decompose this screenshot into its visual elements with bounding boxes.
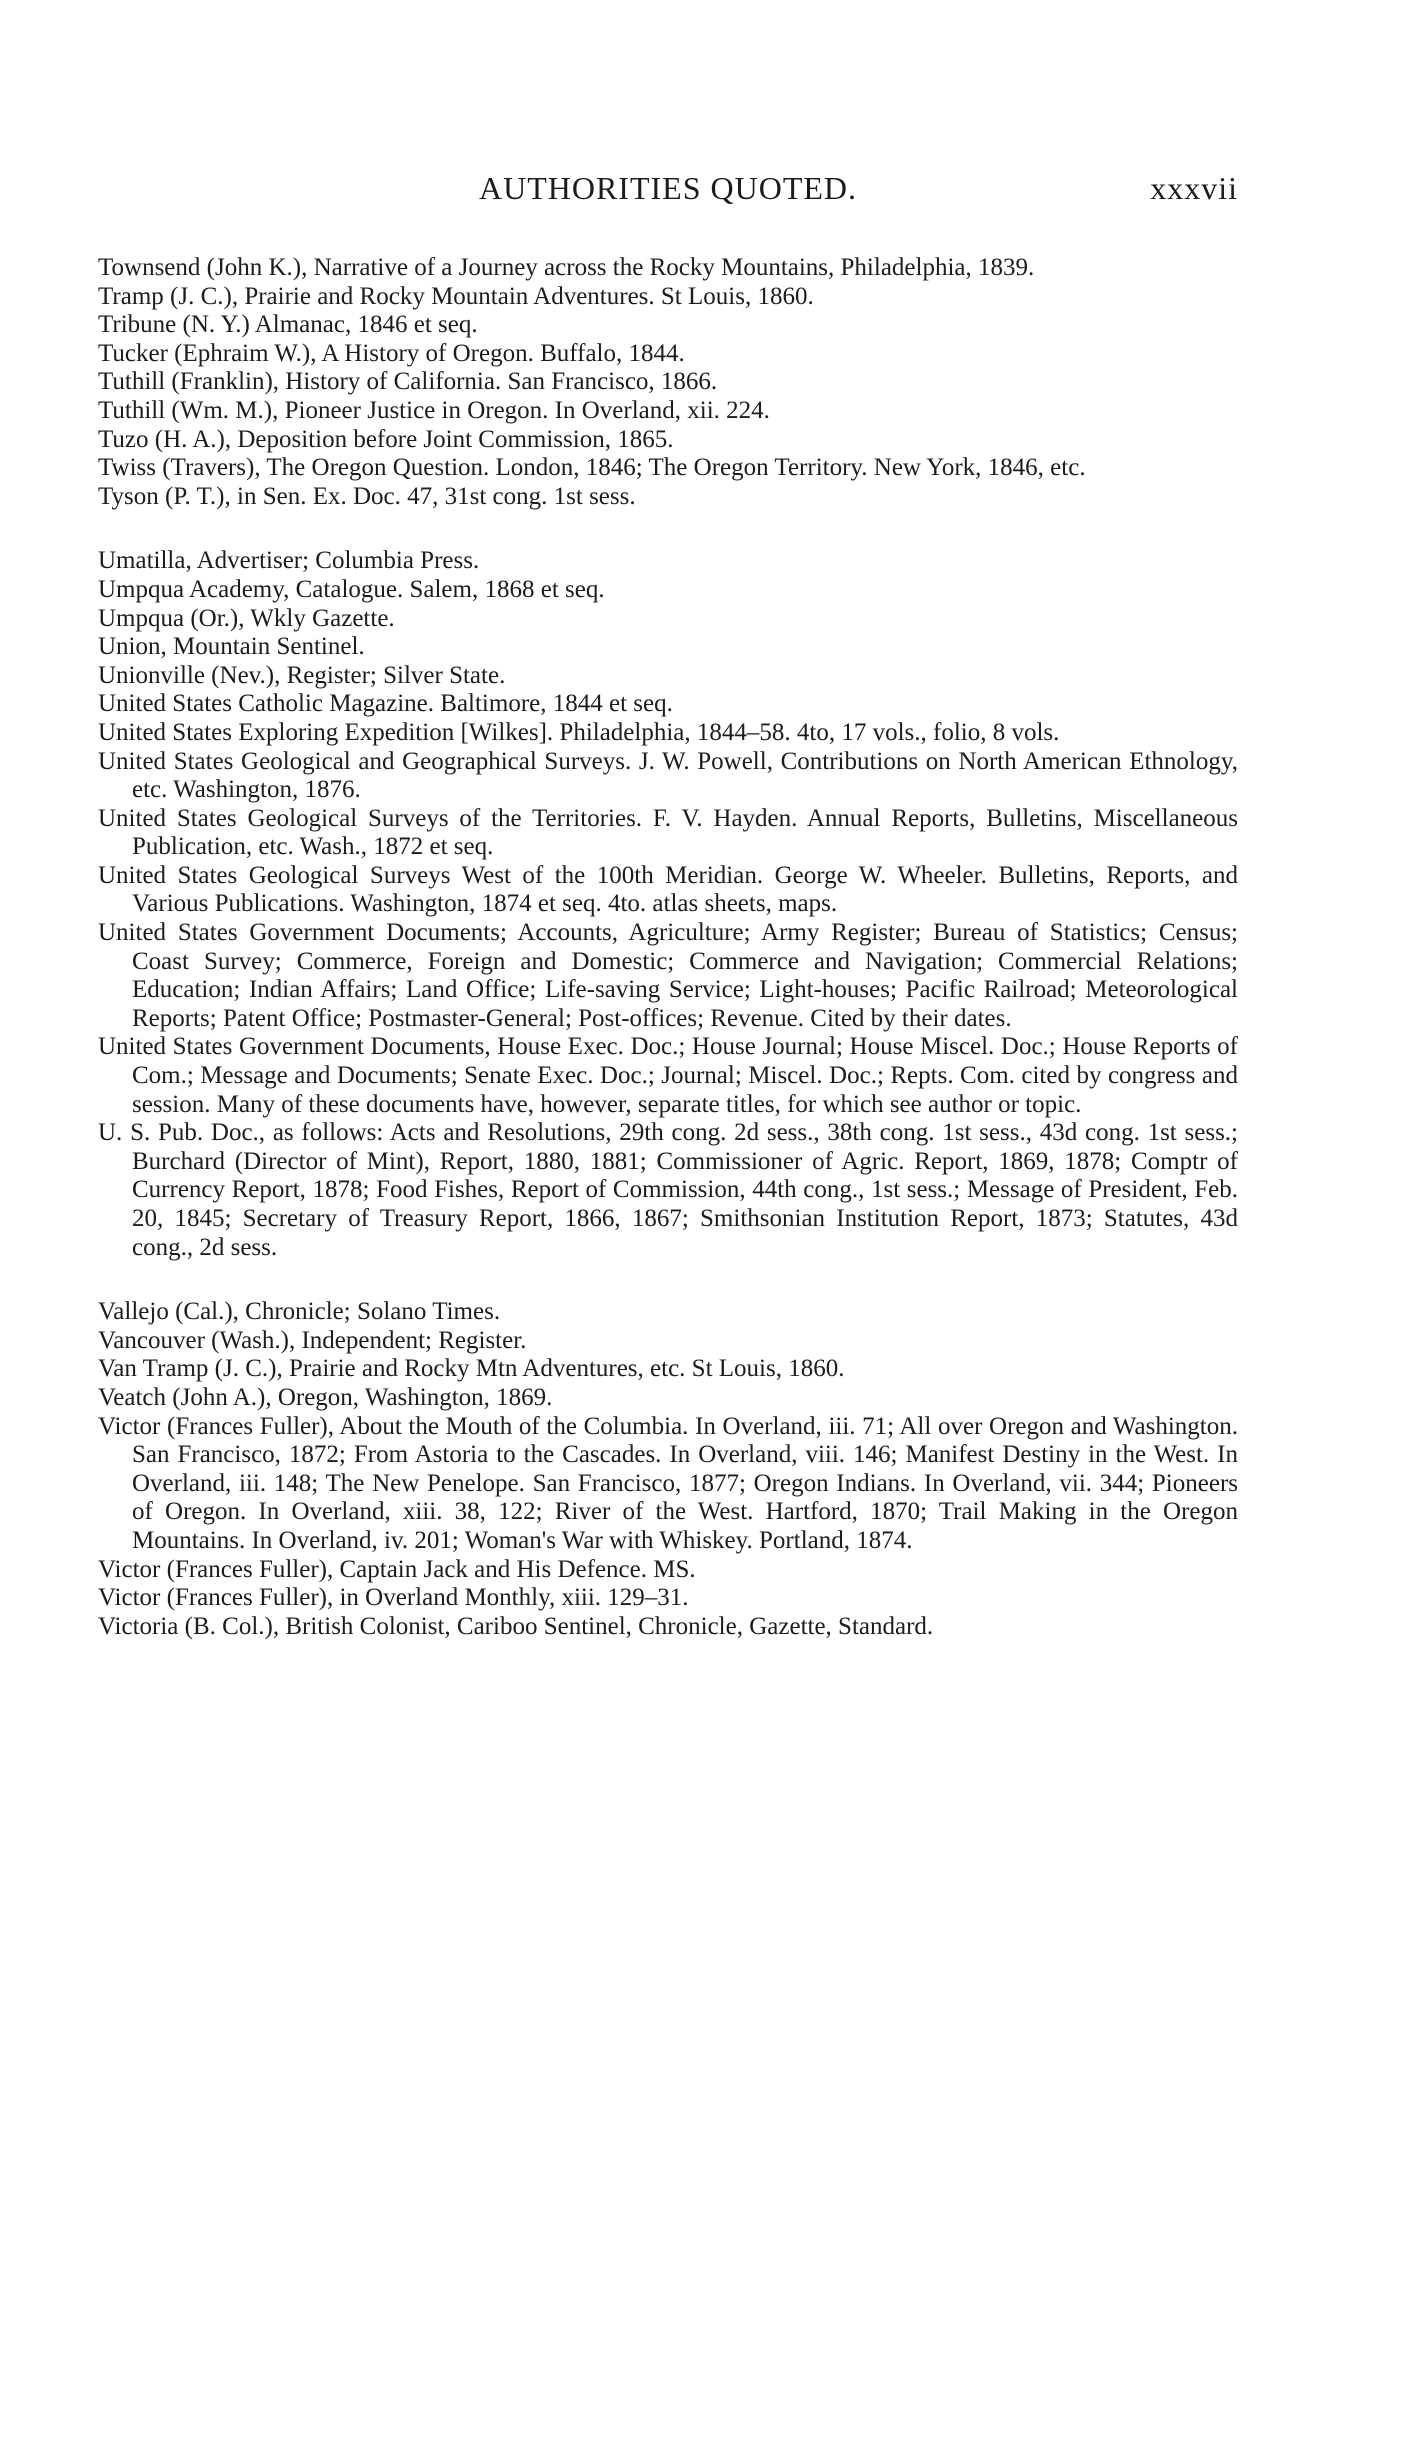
entry-umatilla: Umatilla, Advertiser; Columbia Press. bbox=[98, 547, 480, 575]
entry-us-geo-geographical-surveys: United States Geological and Geographical Surveys. J. W. Powell, Contributions on North American Ethnology, etc. Washington, 1876. bbox=[98, 747, 1238, 804]
entry-victoria: Victoria (B. Col.), British Colonist, Cariboo Sentinel, Chronicle, Gazette, Standard. bbox=[98, 1612, 934, 1640]
section-t bbox=[98, 254, 1238, 511]
entry-victor-captain-jack: Victor (Frances Fuller), Captain Jack and His Defence. MS. bbox=[98, 1555, 696, 1583]
bibliography-list bbox=[98, 254, 1238, 1641]
entry-vancouver: Vancouver (Wash.), Independent; Register. bbox=[98, 1326, 527, 1354]
entry-tuthill-wm: Tuthill (Wm. M.), Pioneer Justice in Oregon. In Overland, xii. 224. bbox=[98, 396, 770, 424]
entry-umpqua-gazette: Umpqua (Or.), Wkly Gazette. bbox=[98, 604, 395, 632]
entry-van-tramp: Van Tramp (J. C.), Prairie and Rocky Mtn Adventures, etc. St Louis, 1860. bbox=[98, 1355, 845, 1383]
entry-twiss: Twiss (Travers), The Oregon Question. London, 1846; The Oregon Territory. New York, 1846, etc. bbox=[98, 454, 1086, 482]
entry-tuthill-franklin: Tuthill (Franklin), History of California. San Francisco, 1866. bbox=[98, 368, 718, 396]
entry-us-catholic-magazine: United States Catholic Magazine. Baltimore, 1844 et seq. bbox=[98, 690, 673, 718]
entry-unionville: Unionville (Nev.), Register; Silver State. bbox=[98, 661, 506, 689]
entry-us-exploring-expedition: United States Exploring Expedition [Wilkes]. Philadelphia, 1844–58. 4to, 17 vols., folio, 8 vols. bbox=[98, 718, 1060, 746]
entry-victor-overland-monthly: Victor (Frances Fuller), in Overland Monthly, xiii. 129–31. bbox=[98, 1584, 689, 1612]
entry-tramp: Tramp (J. C.), Prairie and Rocky Mountain Adventures. St Louis, 1860. bbox=[98, 282, 814, 310]
page-number: xxxvii bbox=[1150, 170, 1238, 206]
entry-union: Union, Mountain Sentinel. bbox=[98, 633, 365, 661]
entry-vallejo: Vallejo (Cal.), Chronicle; Solano Times. bbox=[98, 1298, 501, 1326]
entry-tyson: Tyson (P. T.), in Sen. Ex. Doc. 47, 31st cong. 1st sess. bbox=[98, 482, 636, 510]
entry-tuzo: Tuzo (H. A.), Deposition before Joint Commission, 1865. bbox=[98, 425, 674, 453]
entry-tucker: Tucker (Ephraim W.), A History of Oregon. Buffalo, 1844. bbox=[98, 339, 685, 367]
running-head bbox=[98, 170, 1238, 212]
entry-us-government-documents: United States Government Documents; Accounts, Agriculture; Army Register; Bureau of Statistics; Census; Coast Survey; Commerce, Foreign and Domestic; Commerce and Navigation; Commercial Relations; Education; Indian Affairs; Land Office; Life-saving Service; Light-houses; Pacific Railroad; Meteorological Reports; Patent Office; Postmaster-General; Post-offices; Revenue. Cited by their dates. bbox=[98, 919, 1238, 1032]
entry-victor-columbia: Victor (Frances Fuller), About the Mouth of the Columbia. In Overland, iii. 71; All over Oregon and Washington. San Francisco, 1872; From Astoria to the Cascades. In Overland, viii. 146; Manifest Destiny in the West. In Overland, iii. 148; The New Penelope. San Francisco, 1877; Oregon Indians. In Overland, vii. 344; Pioneers of Oregon. In Overland, xiii. 38, 122; River of the West. Hartford, 1870; Trail Making in the Oregon Mountains. In Overland, iv. 201; Woman's War with Whiskey. Portland, 1874. bbox=[98, 1412, 1238, 1554]
entry-veatch: Veatch (John A.), Oregon, Washington, 1869. bbox=[98, 1383, 553, 1411]
entry-us-geo-surveys-territories: United States Geological Surveys of the Territories. F. V. Hayden. Annual Reports, Bulletins, Miscellaneous Publication, etc. Wash., 1872 et seq. bbox=[98, 804, 1238, 861]
entry-townsend: Townsend (John K.), Narrative of a Journey across the Rocky Mountains, Philadelphia, 1839. bbox=[98, 254, 1035, 281]
section-v bbox=[98, 1298, 1238, 1641]
entry-us-government-documents-house: United States Government Documents, House Exec. Doc.; House Journal; House Miscel. Doc.; House Reports of Com.; Message and Documents; Senate Exec. Doc.; Journal; Miscel. Doc.; Repts. Com. cited by congress and session. Many of these documents have, however, separate titles, for which see author or topic. bbox=[98, 1033, 1238, 1118]
entry-tribune: Tribune (N. Y.) Almanac, 1846 et seq. bbox=[98, 311, 478, 339]
entry-us-geo-surveys-100th-meridian: United States Geological Surveys West of the 100th Meridian. George W. Wheeler. Bulletins, Reports, and Various Publications. Washington, 1874 et seq. 4to. atlas sheets, maps. bbox=[98, 861, 1238, 918]
entry-umpqua-academy: Umpqua Academy, Catalogue. Salem, 1868 et seq. bbox=[98, 575, 605, 603]
entry-us-pub-doc: U. S. Pub. Doc., as follows: Acts and Resolutions, 29th cong. 2d sess., 38th cong. 1st sess., 43d cong. 1st sess.; Burchard (Director of Mint), Report, 1880, 1881; Commissioner of Agric. Report, 1869, 1878; Comptr of Currency Report, 1878; Food Fishes, Report of Commission, 44th cong., 1st sess.; Message of President, Feb. 20, 1845; Secretary of Treasury Report, 1866, 1867; Smithsonian Institution Report, 1873; Statutes, 43d cong., 2d sess. bbox=[98, 1119, 1238, 1261]
section-u bbox=[98, 547, 1238, 1262]
page-title: AUTHORITIES QUOTED. bbox=[478, 170, 858, 206]
